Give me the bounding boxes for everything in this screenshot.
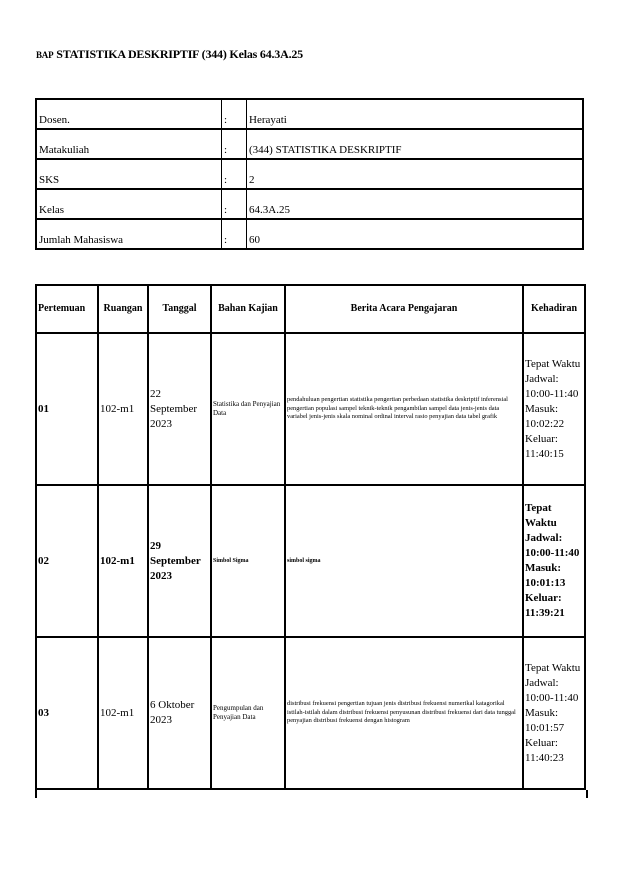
table-row: [36, 485, 585, 637]
cell-tanggal: 6 Oktober 2023: [148, 637, 211, 789]
table-continuation: [35, 790, 588, 798]
cell-tanggal: 29 September 2023: [148, 485, 211, 637]
table-row: [36, 637, 585, 789]
info-value: (344) STATISTIKA DESKRIPTIF: [247, 129, 584, 159]
cell-berita-acara: simbol sigma: [285, 485, 523, 637]
cell-ruangan: 102-m1: [98, 333, 148, 485]
attendance-table: [35, 284, 586, 790]
cell-bahan-kajian: Simbol Sigma: [211, 485, 285, 637]
cell-ruangan: 102-m1: [98, 485, 148, 637]
info-value: 2: [247, 159, 584, 189]
info-row-matakuliah: [36, 129, 583, 159]
header-pertemuan: Pertemuan: [36, 285, 98, 333]
info-row-kelas: [36, 189, 583, 219]
info-separator: :: [222, 99, 247, 129]
table-row: [36, 333, 585, 485]
cell-kehadiran: Tepat Waktu Jadwal: 10:00-11:40 Masuk: 10:01:13 Keluar: 11:39:21: [523, 485, 585, 637]
cell-tanggal: 22 September 2023: [148, 333, 211, 485]
header-tanggal: Tanggal: [148, 285, 211, 333]
course-info-table: [35, 98, 584, 250]
title-text: STATISTIKA DESKRIPTIF (344) Kelas 64.3A.25: [56, 47, 303, 61]
info-label: Dosen.: [36, 99, 222, 129]
cell-pertemuan: 02: [36, 485, 98, 637]
cell-pertemuan: 01: [36, 333, 98, 485]
cell-bahan-kajian: Pengumpulan dan Penyajian Data: [211, 637, 285, 789]
header-bahan-kajian: Bahan Kajian: [211, 285, 285, 333]
info-value: 60: [247, 219, 584, 249]
info-label: Jumlah Mahasiswa: [36, 219, 222, 249]
info-row-jumlah-mahasiswa: [36, 219, 583, 249]
cell-berita-acara: distribusi frekuensi pengertian tujuan jenis distribusi frekuensi numerikal katagorikal istilah-istilah dalam distribusi frekuensi penyusunan distribusi frekuensi dari data tunggal penyajian distribusi frekuensi dengan histogram: [285, 637, 523, 789]
info-separator: :: [222, 159, 247, 189]
info-separator: :: [222, 189, 247, 219]
cell-berita-acara: pendahuluan pengertian statistika pengertian perbedaan statistika deskriptif inferensial pengertian populasi sampel teknik-teknik pengambilan sampel data jenis-jenis data variabel jenis-jenis skala nominal ordinal interval rasio penyajian data tabel grafik: [285, 333, 523, 485]
info-separator: :: [222, 219, 247, 249]
info-separator: :: [222, 129, 247, 159]
cell-kehadiran: Tepat Waktu Jadwal: 10:00-11:40 Masuk: 10:02:22 Keluar: 11:40:15: [523, 333, 585, 485]
table-header-row: [36, 285, 585, 333]
cell-ruangan: 102-m1: [98, 637, 148, 789]
info-label: SKS: [36, 159, 222, 189]
cell-pertemuan: 03: [36, 637, 98, 789]
info-value: 64.3A.25: [247, 189, 584, 219]
header-ruangan: Ruangan: [98, 285, 148, 333]
title-prefix: BAP: [36, 50, 54, 60]
document-title: [36, 47, 303, 62]
info-label: Kelas: [36, 189, 222, 219]
info-label: Matakuliah: [36, 129, 222, 159]
header-kehadiran: Kehadiran: [523, 285, 585, 333]
cell-bahan-kajian: Statistika dan Penyajian Data: [211, 333, 285, 485]
info-value: Herayati: [247, 99, 584, 129]
info-row-sks: [36, 159, 583, 189]
header-berita-acara: Berita Acara Pengajaran: [285, 285, 523, 333]
cell-kehadiran: Tepat Waktu Jadwal: 10:00-11:40 Masuk: 10:01:57 Keluar: 11:40:23: [523, 637, 585, 789]
info-row-dosen: [36, 99, 583, 129]
